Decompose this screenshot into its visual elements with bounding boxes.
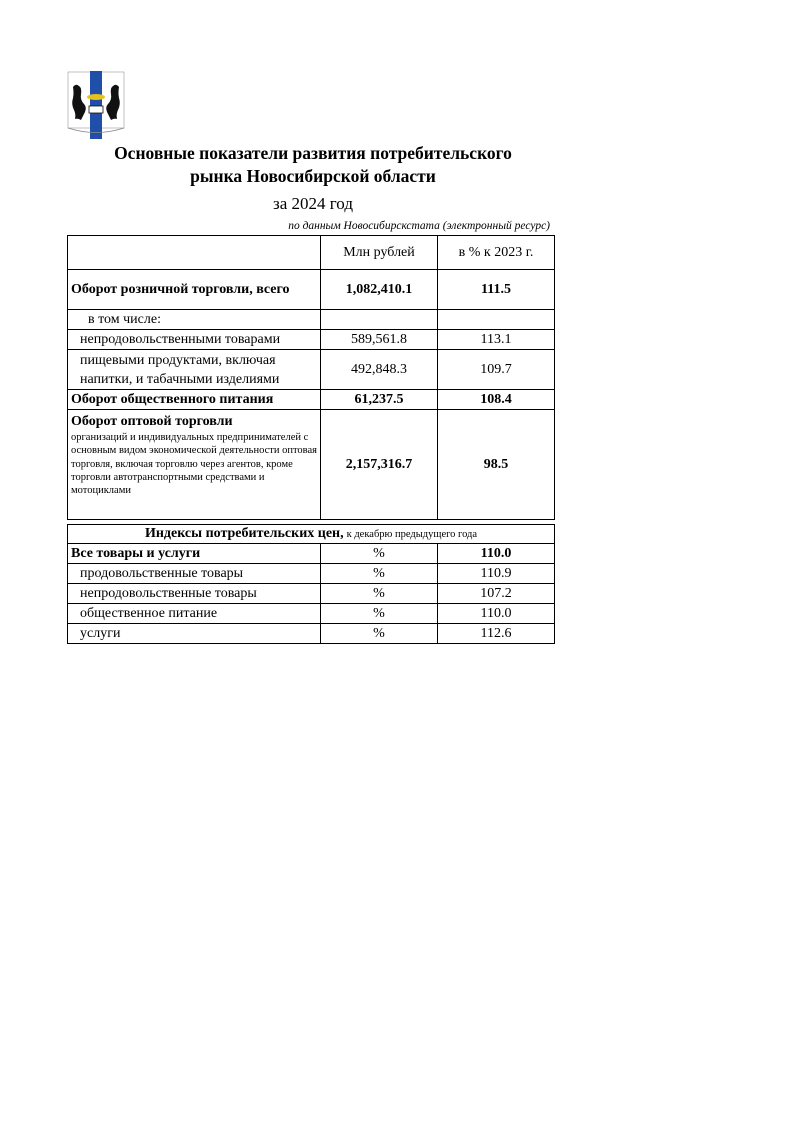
cpi-unit: % bbox=[321, 564, 438, 584]
table-row bbox=[67, 410, 555, 520]
table-row bbox=[67, 564, 555, 584]
nonfood-percent: 113.1 bbox=[438, 330, 555, 350]
including-value-cell bbox=[321, 310, 438, 330]
header-percent-cell: в % к 2023 г. bbox=[438, 235, 555, 270]
catering-label: Оборот общественного питания bbox=[67, 390, 321, 410]
food-percent: 109.7 bbox=[438, 350, 555, 390]
table-row bbox=[67, 584, 555, 604]
food-value: 492,848.3 bbox=[321, 350, 438, 390]
cpi-title: Индексы потребительских цен, bbox=[144, 526, 344, 541]
table-row bbox=[67, 350, 555, 390]
period-label: за 2024 год bbox=[273, 194, 353, 213]
wholesale-label-cell bbox=[67, 410, 321, 520]
cpi-value: 112.6 bbox=[438, 624, 555, 644]
retail-total-value: 1,082,410.1 bbox=[321, 270, 438, 310]
cpi-title-cell bbox=[67, 524, 555, 544]
cpi-value: 110.0 bbox=[438, 604, 555, 624]
table-row bbox=[67, 270, 555, 310]
title-line-1: Основные показатели развития потребительского bbox=[114, 143, 512, 163]
table-row bbox=[67, 624, 555, 644]
cpi-unit: % bbox=[321, 584, 438, 604]
retail-total-label: Оборот розничной торговли, всего bbox=[67, 270, 321, 310]
wholesale-value: 2,157,316.7 bbox=[321, 410, 438, 520]
cpi-unit: % bbox=[321, 604, 438, 624]
table-row bbox=[67, 330, 555, 350]
food-label: пищевыми продуктами, включая напитки, и табачными изделиями bbox=[67, 350, 321, 390]
wholesale-note: организаций и индивидуальных предпринимателей с основным видом экономической деятельности оптовая торговля, включая торговлю через агентов, кроме торговли автотранспортными средствами и мотоциклами bbox=[71, 432, 317, 497]
cpi-label: услуги bbox=[67, 624, 321, 644]
including-percent-cell bbox=[438, 310, 555, 330]
cpi-unit: % bbox=[321, 544, 438, 564]
table-row bbox=[67, 310, 555, 330]
wholesale-label: Оборот оптовой торговли bbox=[71, 414, 233, 429]
table-row bbox=[67, 544, 555, 564]
catering-value: 61,237.5 bbox=[321, 390, 438, 410]
coat-of-arms-icon bbox=[67, 71, 125, 139]
nonfood-label: непродовольственными товарами bbox=[67, 330, 321, 350]
cpi-label: непродовольственные товары bbox=[67, 584, 321, 604]
cpi-label: общественное питание bbox=[67, 604, 321, 624]
retail-total-percent: 111.5 bbox=[438, 270, 555, 310]
cpi-subtitle: к декабрю предыдущего года bbox=[346, 528, 478, 540]
including-label: в том числе: bbox=[67, 310, 321, 330]
table-header-row bbox=[67, 235, 555, 270]
table-row bbox=[67, 390, 555, 410]
header-empty-cell bbox=[67, 235, 321, 270]
source-note: по данным Новосибирскстата (электронный ресурс) bbox=[288, 220, 550, 232]
wholesale-percent: 98.5 bbox=[438, 410, 555, 520]
title-line-2: рынка Новосибирской области bbox=[190, 166, 436, 186]
cpi-title-row bbox=[67, 524, 555, 544]
page-title bbox=[60, 142, 566, 188]
catering-percent: 108.4 bbox=[438, 390, 555, 410]
cpi-value: 110.0 bbox=[438, 544, 555, 564]
header-value-cell: Млн рублей bbox=[321, 235, 438, 270]
cpi-value: 107.2 bbox=[438, 584, 555, 604]
cpi-unit: % bbox=[321, 624, 438, 644]
cpi-label: Все товары и услуги bbox=[67, 544, 321, 564]
nonfood-value: 589,561.8 bbox=[321, 330, 438, 350]
table-row bbox=[67, 604, 555, 624]
cpi-label: продовольственные товары bbox=[67, 564, 321, 584]
cpi-value: 110.9 bbox=[438, 564, 555, 584]
